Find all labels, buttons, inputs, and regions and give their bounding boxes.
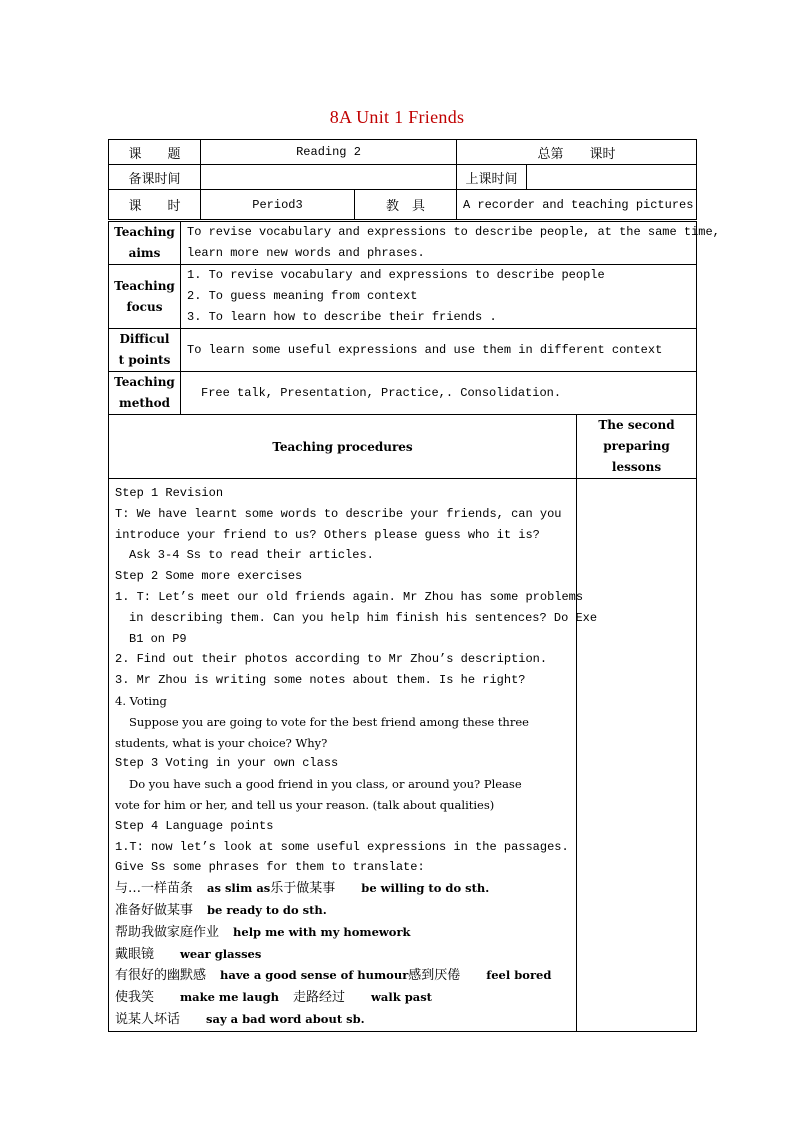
- procedure-line: Step 2 Some more exercises: [115, 569, 303, 584]
- phrase-row: [115, 878, 570, 900]
- phrase-chinese: 与…一样苗条: [115, 881, 194, 897]
- procedures-body: [109, 479, 598, 1032]
- second-lessons-line: The second: [598, 418, 675, 432]
- procedure-line: vote for him or her, and tell us your reason. (talk about qualities): [115, 797, 495, 812]
- focus-line: 3. To learn how to describe their friends .: [187, 310, 497, 324]
- phrase-chinese: 走路经过: [293, 990, 346, 1006]
- phrase-row: [115, 944, 570, 966]
- phrase-chinese: 乐于做某事: [270, 881, 336, 897]
- procedure-line: Ask 3-4 Ss to read their articles.: [129, 548, 374, 563]
- class-time-label: 上课时间: [457, 165, 527, 190]
- period-label: 课 时: [109, 190, 201, 220]
- aims-label-line-2: aims: [128, 246, 161, 260]
- lesson-header-table: [108, 139, 697, 220]
- procedure-line: Step 4 Language points: [115, 818, 274, 833]
- phrase-english: as slim as: [207, 881, 271, 896]
- phrase-english: have a good sense of humour: [220, 968, 409, 983]
- focus-line: 1. To revise vocabulary and expressions to describe people: [187, 268, 605, 282]
- phrase-english: make me laugh: [180, 990, 279, 1005]
- procedure-line: Step 3 Voting in your own class: [115, 756, 339, 771]
- phrase-chinese: 有很好的幽默感: [115, 968, 207, 984]
- procedure-line: introduce your friend to us? Others please guess who it is?: [115, 527, 540, 542]
- phrase-row: [115, 900, 570, 922]
- difficult-value: To learn some useful expressions and use them in different context: [181, 329, 697, 372]
- aims-line: To revise vocabulary and expressions to describe people, at the same time,: [187, 225, 720, 239]
- procedure-line: B1 on P9: [129, 631, 187, 646]
- procedures-header: Teaching procedures: [109, 415, 577, 479]
- focus-label-line-2: focus: [126, 299, 163, 314]
- difficult-label-line-2: t points: [118, 353, 171, 367]
- topic-label: 课 题: [109, 140, 201, 165]
- method-label-line-2: method: [119, 396, 170, 410]
- second-lessons-header: [577, 415, 697, 479]
- phrase-row: [115, 922, 570, 944]
- phrase-english: feel bored: [486, 968, 552, 983]
- topic-value: Reading 2: [201, 140, 457, 165]
- focus-line: 2. To guess meaning from context: [187, 289, 418, 303]
- phrase-row: [115, 1009, 570, 1031]
- procedure-line: Step 1 Revision: [115, 486, 224, 500]
- phrase-chinese: 准备好做某事: [115, 902, 194, 918]
- procedure-line: 3. Mr Zhou is writing some notes about them. Is he right?: [115, 673, 526, 688]
- phrase-chinese: 帮助我做家庭作业: [115, 924, 220, 940]
- aims-label: [109, 222, 181, 265]
- prep-time-label: 备课时间: [109, 165, 201, 190]
- phrase-chinese: 戴眼镜: [115, 946, 155, 962]
- phrase-english: wear glasses: [180, 946, 262, 961]
- second-lessons-line: preparing: [603, 439, 670, 453]
- procedure-line: Do you have such a good friend in you class, or around you? Please: [129, 777, 522, 792]
- aims-value: [181, 222, 720, 265]
- tools-value: A recorder and teaching pictures: [457, 190, 697, 220]
- phrase-english: walk past: [371, 990, 432, 1005]
- method-value: Free talk, Presentation, Practice,. Consolidation.: [181, 372, 697, 415]
- procedure-line: 1. T: Let’s meet our old friends again. Mr Zhou has some problems: [115, 589, 584, 604]
- focus-label: [109, 265, 181, 329]
- procedure-line: 4. Voting: [115, 693, 167, 708]
- method-label: [109, 372, 181, 415]
- second-lessons-body: [577, 479, 697, 1032]
- procedure-line: 1.T: now let’s look at some useful expressions in the passages.: [115, 839, 569, 854]
- class-time-value: [527, 165, 697, 190]
- difficult-label-line-1: Difficul: [119, 332, 170, 346]
- phrase-row: [115, 965, 570, 987]
- phrase-chinese: 使我笑: [115, 990, 155, 1006]
- phrase-chinese: 感到厌倦: [408, 968, 461, 984]
- tools-label: 教 具: [355, 190, 457, 220]
- phrase-english: say a bad word about sb.: [206, 1011, 365, 1026]
- phrase-english: be ready to do sth.: [207, 902, 327, 917]
- difficult-label: [109, 329, 181, 372]
- period-value: Period3: [201, 190, 355, 220]
- method-label-line-1: Teaching: [114, 375, 175, 389]
- lesson-plan-table: [108, 221, 720, 1032]
- total-lesson-label: 总第 课时: [457, 140, 697, 165]
- prep-time-value: [201, 165, 457, 190]
- second-lessons-line: lessons: [611, 460, 662, 474]
- procedure-line: Suppose you are going to vote for the best friend among these three: [129, 714, 529, 729]
- procedure-line: students, what is your choice? Why?: [115, 735, 328, 750]
- aims-line: learn more new words and phrases.: [187, 246, 425, 260]
- phrase-english: be willing to do sth.: [361, 881, 490, 896]
- focus-value: [181, 265, 697, 329]
- phrase-english: help me with my homework: [233, 924, 411, 939]
- focus-label-line-1: Teaching: [114, 278, 175, 293]
- aims-label-line-1: Teaching: [114, 225, 175, 239]
- phrase-chinese: 说某人坏话: [115, 1011, 181, 1027]
- procedure-line: T: We have learnt some words to describe your friends, can you: [115, 506, 562, 521]
- procedure-line: 2. Find out their photos according to Mr Zhou’s description.: [115, 652, 548, 667]
- procedure-line: Give Ss some phrases for them to translate:: [115, 860, 425, 875]
- procedure-line: in describing them. Can you help him finish his sentences? Do Exe: [129, 610, 598, 625]
- document-title: 8A Unit 1 Friends: [329, 107, 465, 127]
- phrase-row: [115, 987, 570, 1009]
